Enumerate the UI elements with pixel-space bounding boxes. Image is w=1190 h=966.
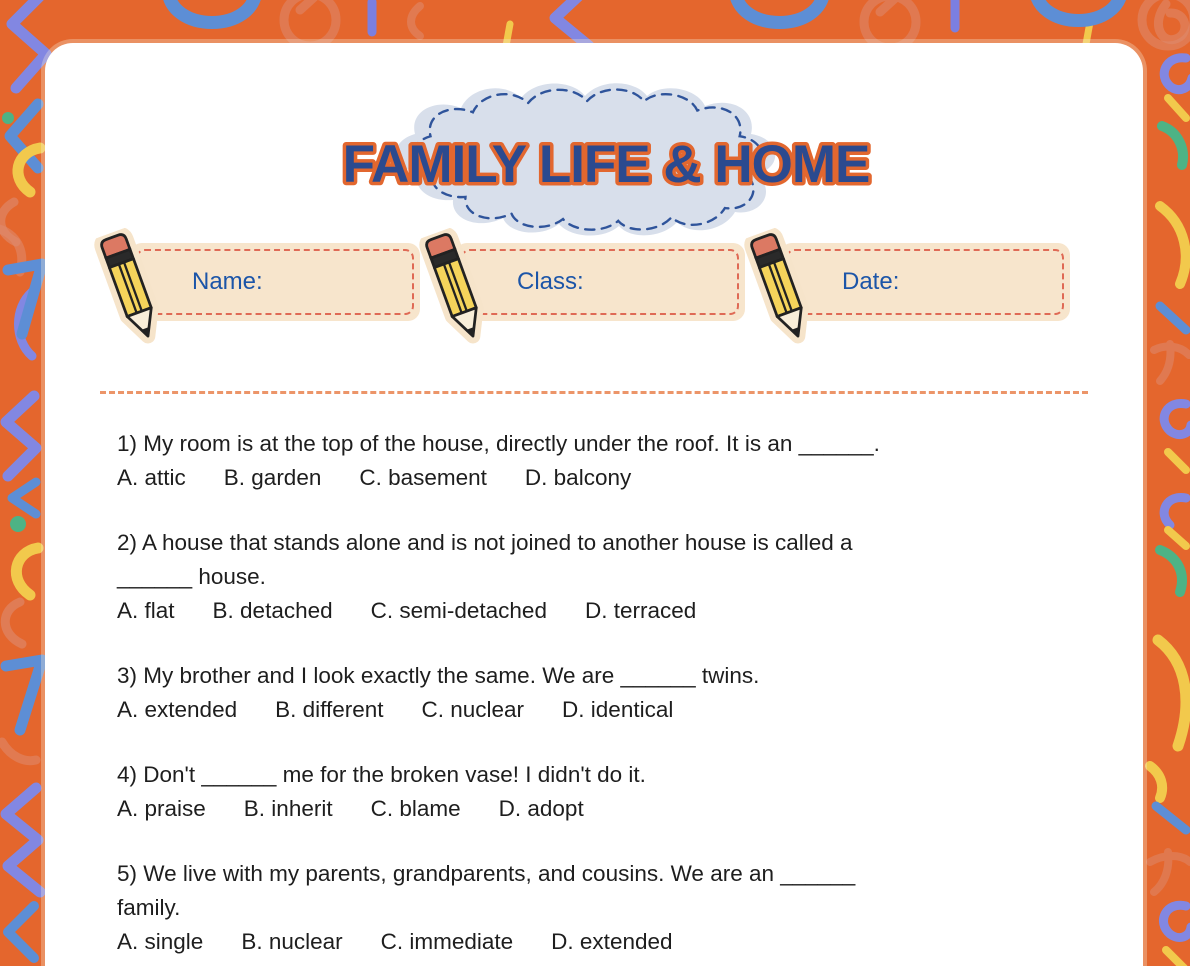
option-c: C. nuclear <box>421 697 525 722</box>
option-a: A. attic <box>117 465 186 490</box>
date-input-box[interactable] <box>780 243 1070 321</box>
question-options <box>117 461 1093 495</box>
class-input-box[interactable] <box>455 243 745 321</box>
option-b: B. different <box>275 697 384 722</box>
name-input-box[interactable] <box>130 243 420 321</box>
option-b: B. detached <box>212 598 333 623</box>
option-c: C. basement <box>359 465 487 490</box>
option-a: A. flat <box>117 598 175 623</box>
question-text: 4) Don't ______ me for the broken vase! I didn't do it. <box>117 762 646 787</box>
page-title: FAMILY LIFE & HOME <box>342 135 870 194</box>
date-field <box>780 243 1070 321</box>
option-d: D. terraced <box>584 598 697 623</box>
option-d: D. extended <box>551 929 673 954</box>
question-list <box>117 427 1093 966</box>
question-3 <box>117 659 1093 727</box>
option-a: A. single <box>117 929 204 954</box>
class-field-label: Class: <box>517 268 584 295</box>
question-2 <box>117 526 1093 628</box>
worksheet-card <box>45 43 1143 966</box>
question-options <box>117 792 1093 826</box>
question-4 <box>117 758 1093 826</box>
option-d: D. identical <box>562 697 674 722</box>
name-field-label: Name: <box>192 268 263 295</box>
header-fields <box>45 243 1143 373</box>
question-text: ______ house. <box>117 564 266 589</box>
option-d: D. adopt <box>498 796 584 821</box>
question-options <box>117 925 1093 959</box>
question-options <box>117 594 1093 628</box>
option-b: B. nuclear <box>241 929 343 954</box>
name-field <box>130 243 420 321</box>
question-text: 5) We live with my parents, grandparents, and cousins. We are an ______ <box>117 861 856 886</box>
question-text: 3) My brother and I look exactly the same. We are ______ twins. <box>117 663 760 688</box>
class-field <box>455 243 745 321</box>
date-field-label: Date: <box>842 268 900 295</box>
option-d: D. balcony <box>524 465 632 490</box>
question-5 <box>117 857 1093 959</box>
question-options <box>117 693 1093 727</box>
option-c: C. semi-detached <box>370 598 547 623</box>
option-c: C. blame <box>370 796 461 821</box>
question-text: 1) My room is at the top of the house, directly under the roof. It is an ______. <box>117 431 880 456</box>
dashed-separator <box>100 391 1088 394</box>
title-cloud <box>144 65 1044 265</box>
option-b: B. inherit <box>243 796 333 821</box>
option-a: A. praise <box>117 796 206 821</box>
question-1 <box>117 427 1093 495</box>
option-a: A. extended <box>117 697 238 722</box>
question-text: family. <box>117 895 181 920</box>
option-b: B. garden <box>223 465 322 490</box>
option-c: C. immediate <box>380 929 514 954</box>
question-text: 2) A house that stands alone and is not joined to another house is called a <box>117 530 853 555</box>
